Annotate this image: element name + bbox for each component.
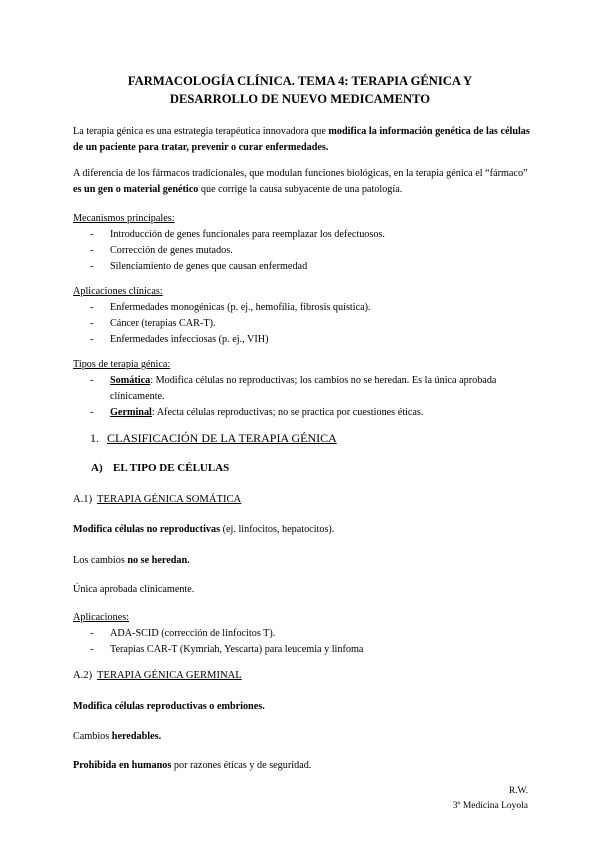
list-item-somatica: - Somática: Modifica células no reproductivas; los cambios no se heredan. Es la única aprobada clínicamente. (90, 375, 497, 402)
a1-paragraph-1: Modifica células no reproductivas (ej. linfocitos, hepatocitos). (73, 524, 335, 535)
section-heading-1: 1. CLASIFICACIÓN DE LA TERAPIA GÉNICA (90, 431, 337, 445)
list-item: - Introducción de genes funcionales para reemplazar los defectuosos. (90, 229, 385, 240)
section-heading-a1: A.1) TERAPIA GÉNICA SOMÁTICA (73, 494, 242, 505)
list-item: - ADA-SCID (corrección de linfocitos T). (90, 628, 276, 639)
tipos-heading: Tipos de terapia génica: (73, 359, 171, 370)
section-heading-a: A) EL TIPO DE CÉLULAS (91, 462, 230, 474)
mecanismos-heading: Mecanismos principales: (73, 213, 175, 224)
title-line-2: DESARROLLO DE NUEVO MEDICAMENTO (169, 92, 431, 106)
list-item: - Enfermedades infecciosas (p. ej., VIH) (90, 334, 269, 345)
a2-paragraph-1: Modifica células reproductivas o embriones. (73, 701, 265, 712)
document-title (60, 72, 540, 108)
a1-paragraph-3: Única aprobada clínicamente. (73, 584, 195, 595)
a2-paragraph-3: Prohibida en humanos por razones éticas y de seguridad. (73, 760, 312, 771)
a2-paragraph-2: Cambios heredables. (73, 731, 162, 742)
aplicaciones-heading: Aplicaciones clínicas: (73, 286, 163, 297)
a1-aplicaciones-heading: Aplicaciones: (73, 612, 130, 623)
intro-paragraph-1: La terapia génica es una estrategia terapéutica innovadora que modifica la información genética de las células de un paciente para tratar, prevenir o curar enfermedades. (73, 126, 530, 153)
a1-paragraph-2: Los cambios no se heredan. (73, 555, 190, 566)
intro-paragraph-2: A diferencia de los fármacos tradicionales, que modulan funciones biológicas, en la terapia génica el “fármaco” es un gen o material genético que corrige la causa subyacente de una patología. (73, 168, 528, 195)
list-item-germinal: - Germinal: Afecta células reproductivas; no se practica por cuestiones éticas. (90, 407, 424, 418)
list-item: - Corrección de genes mutados. (90, 245, 233, 256)
list-item: - Silenciamiento de genes que causan enfermedad (90, 261, 308, 272)
footer-course: 3º Medicina Loyola (452, 801, 528, 811)
list-item: - Enfermedades monogénicas (p. ej., hemofilia, fibrosis quística). (90, 302, 371, 313)
list-item: - Terapias CAR-T (Kymriah, Yescarta) para leucemia y linfoma (90, 644, 364, 655)
title-line-1: FARMACOLOGÍA CLÍNICA. TEMA 4: TERAPIA GÉNICA Y (127, 74, 473, 88)
list-item: - Cáncer (terapias CAR-T). (90, 318, 216, 329)
section-heading-a2: A.2) TERAPIA GÉNICA GERMINAL (73, 670, 242, 681)
footer-initials: R.W. (508, 786, 528, 796)
